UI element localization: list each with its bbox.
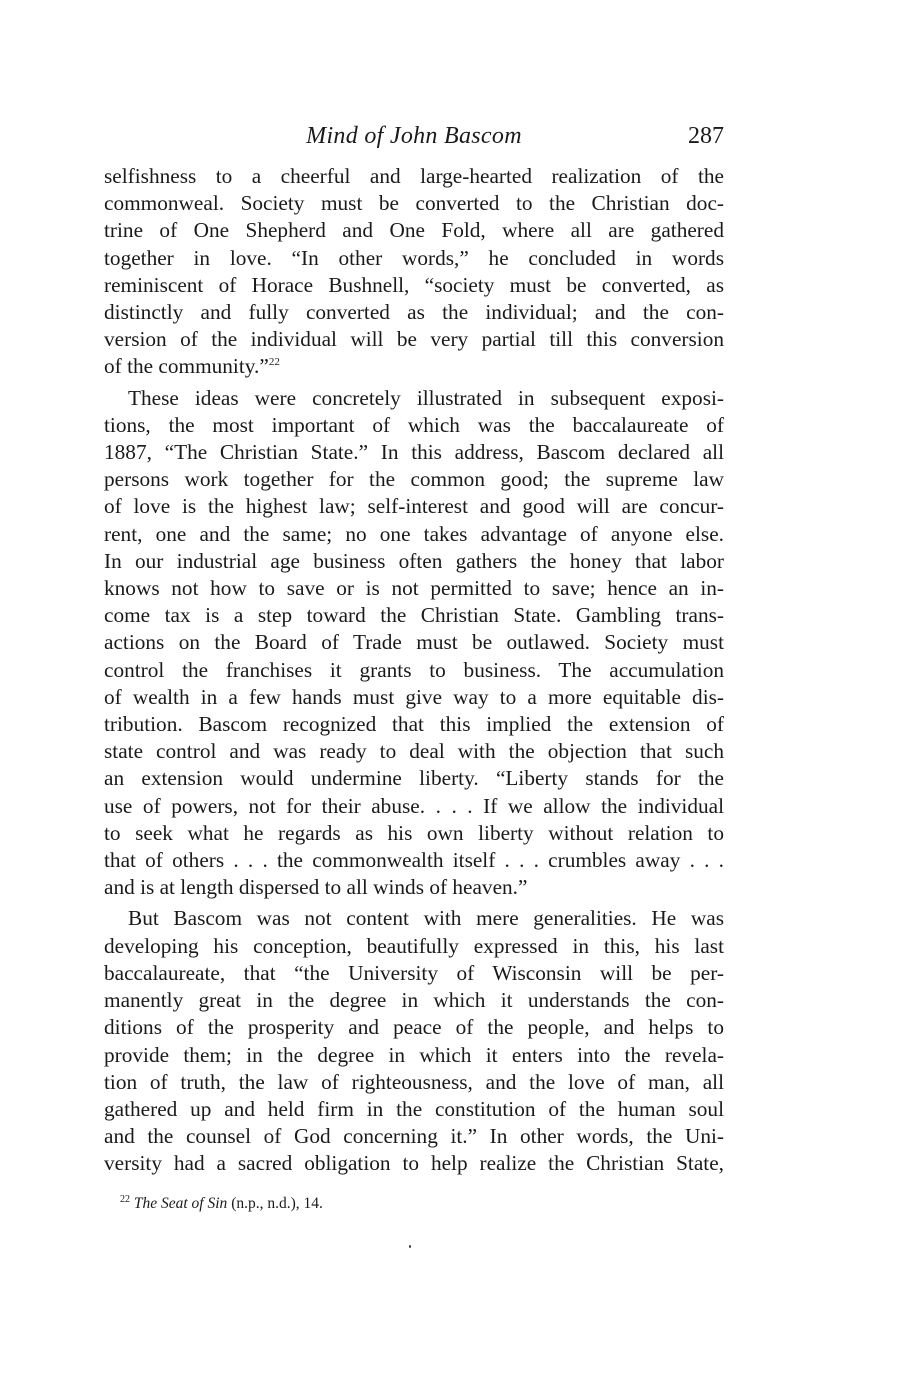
text-line: But Bascom was not content with mere generalities. He was <box>128 906 724 931</box>
text-line: reminiscent of Horace Bushnell, “society must be converted, as <box>104 272 724 297</box>
text-line: distinctly and fully converted as the individual; and the con- <box>104 300 724 325</box>
text-line: to seek what he regards as his own liberty without relation to <box>104 820 724 845</box>
text-line: tribution. Bascom recognized that this implied the extension of <box>104 712 724 737</box>
text-line: control the franchises it grants to business. The accumulation <box>104 657 724 682</box>
running-head: Mind of John Bascom <box>306 123 522 149</box>
text-line-content: of the community.” <box>104 354 269 379</box>
text-line: tions, the most important of which was the baccalaureate of <box>104 412 724 437</box>
body-text <box>104 163 724 1178</box>
text-line: These ideas were concretely illustrated in subsequent exposi- <box>128 385 724 410</box>
text-line: use of powers, not for their abuse. . . . If we allow the individual <box>104 793 724 818</box>
text-line: actions on the Board of Trade must be outlawed. Society must <box>104 630 724 655</box>
text-line: 1887, “The Christian State.” In this address, Bascom declared all <box>104 440 724 465</box>
footnote-reference: 22 <box>268 356 280 369</box>
footnote <box>120 1192 323 1216</box>
page-number: 287 <box>688 123 724 149</box>
text-line: rent, one and the same; no one takes advantage of anyone else. <box>104 521 724 546</box>
text-line: trine of One Shepherd and One Fold, where all are gathered <box>104 218 724 243</box>
paragraph-3 <box>104 905 724 1177</box>
text-line: commonweal. Society must be converted to the Christian doc- <box>104 191 724 216</box>
paragraph-2 <box>104 385 724 902</box>
footnote-number: 22 <box>120 1193 130 1205</box>
text-line: of wealth in a few hands must give way to a more equitable dis- <box>104 684 724 709</box>
text-line: together in love. “In other words,” he concluded in words <box>104 245 724 270</box>
text-line: of love is the highest law; self-interest and good will are concur- <box>104 494 724 519</box>
text-line: knows not how to save or is not permitted to save; hence an in- <box>104 576 724 601</box>
text-line: persons work together for the common good; the supreme law <box>104 467 724 492</box>
text-line: manently great in the degree in which it understands the con- <box>104 988 724 1013</box>
text-line: selfishness to a cheerful and large-hearted realization of the <box>104 164 724 188</box>
text-line: gathered up and held firm in the constitution of the human soul <box>104 1096 724 1121</box>
text-line: ditions of the prosperity and peace of the people, and helps to <box>104 1015 724 1040</box>
footnote-title: The Seat of Sin <box>133 1195 228 1212</box>
page-header <box>104 118 724 154</box>
paragraph-1 <box>104 163 724 381</box>
text-line: In our industrial age business often gathers the honey that labor <box>104 548 724 573</box>
footnote-citation: (n.p., n.d.), 14. <box>227 1195 323 1212</box>
text-line-with-footnote <box>104 353 724 380</box>
text-line: version of the individual will be very partial till this conversion <box>104 327 724 352</box>
text-line: come tax is a step toward the Christian State. Gambling trans- <box>104 603 724 628</box>
text-line: and is at length dispersed to all winds of heaven.” <box>104 875 528 900</box>
text-line: state control and was ready to deal with the objection that such <box>104 739 724 764</box>
text-line: developing his conception, beautifully expressed in this, his last <box>104 933 724 958</box>
text-line: and the counsel of God concerning it.” In other words, the Uni- <box>104 1124 724 1149</box>
text-line: an extension would undermine liberty. “Liberty stands for the <box>104 766 724 791</box>
text-line: provide them; in the degree in which it enters into the revela- <box>104 1042 724 1067</box>
print-speck <box>409 1245 411 1248</box>
text-line: baccalaureate, that “the University of Wisconsin will be per- <box>104 960 724 985</box>
text-line: tion of truth, the law of righteousness, and the love of man, all <box>104 1069 724 1094</box>
text-line: versity had a sacred obligation to help realize the Christian State, <box>104 1151 724 1176</box>
text-line: that of others . . . the commonwealth itself . . . crumbles away . . . <box>104 848 724 873</box>
